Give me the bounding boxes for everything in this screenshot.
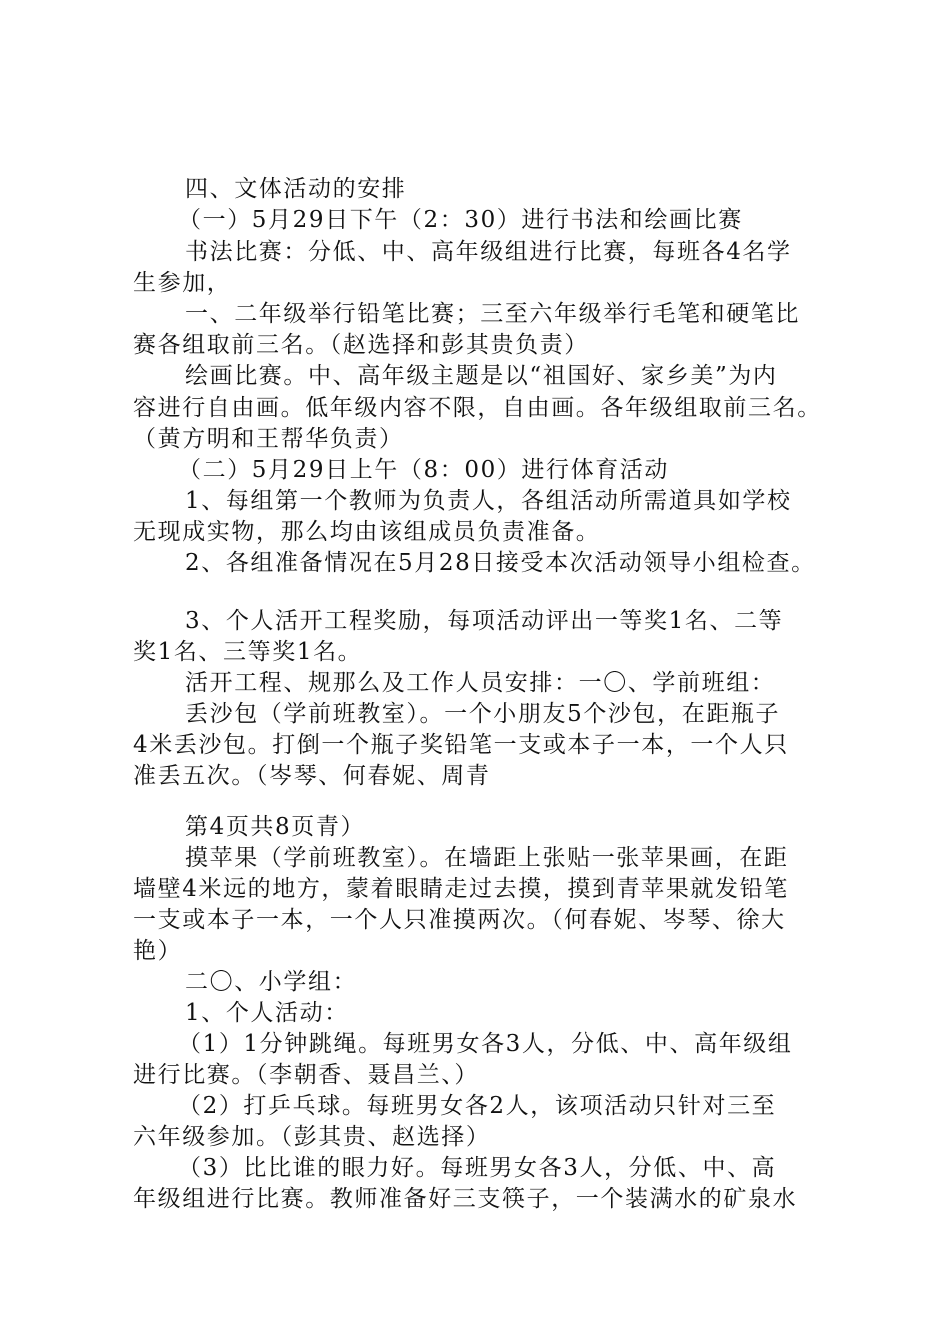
section-heading: 四、文体活动的安排 xyxy=(185,176,407,202)
paragraph-line: 一支或本子一本，一个人只准摸两次。（何春妮、岑琴、徐大 xyxy=(133,907,786,933)
paragraph-line: 2、各组准备情况在5月28日接受本次活动领导小组检查。 xyxy=(185,550,816,576)
paragraph-line: 1、每组第一个教师为负责人，各组活动所需道具如学校 xyxy=(185,488,792,514)
paragraph-line: 摸苹果（学前班教室）。在墙距上张贴一张苹果画，在距 xyxy=(185,845,789,871)
paragraph-line: 生参加， xyxy=(133,270,232,296)
paragraph-line: 六年级参加。（彭其贵、赵选择） xyxy=(133,1124,491,1150)
paragraph-line: 丢沙包（学前班教室）。一个小朋友5个沙包，在距瓶子 xyxy=(185,701,781,727)
group-heading: 二〇、小学组： xyxy=(185,969,358,995)
paragraph-line: 年级组进行比赛。教师准备好三支筷子，一个装满水的矿泉水 xyxy=(133,1186,798,1212)
paragraph-line: 3、个人活开工程奖励，每项活动评出一等奖1名、二等 xyxy=(185,608,784,634)
paragraph-line: 1、个人活动： xyxy=(185,1000,349,1026)
paragraph-line: 活开工程、规那么及工作人员安排：一〇、学前班组： xyxy=(185,670,776,696)
paragraph-line: 赛各组取前三名。（赵选择和彭其贵负责） xyxy=(133,332,589,358)
subsection-heading: （二）5月29日上午（8：00）进行体育活动 xyxy=(178,457,669,483)
paragraph-line: 墙壁4米远的地方，蒙着眼睛走过去摸，摸到青苹果就发铅笔 xyxy=(133,876,789,902)
paragraph-line: （1）1分钟跳绳。每班男女各3人，分低、中、高年级组 xyxy=(178,1031,793,1057)
paragraph-line: 书法比赛：分低、中、高年级组进行比赛，每班各4名学 xyxy=(185,239,792,265)
paragraph-line: 一、二年级举行铅笔比赛；三至六年级举行毛笔和硬笔比 xyxy=(185,301,800,327)
paragraph-line: 4米丢沙包。打倒一个瓶子奖铅笔一支或本子一本，一个人只 xyxy=(133,732,789,758)
paragraph-line: （黄方明和王帮华负责） xyxy=(133,426,404,452)
subsection-heading: （一）5月29日下午（2：30）进行书法和绘画比赛 xyxy=(178,207,743,233)
paragraph-line: 准丢五次。（岑琴、何春妮、周青 xyxy=(133,763,491,789)
page-indicator: 第4页共8页青） xyxy=(185,814,366,840)
paragraph-line: （2）打乒乓球。每班男女各2人，该项活动只针对三至 xyxy=(178,1093,777,1119)
paragraph-line: 进行比赛。（李朝香、聂昌兰、） xyxy=(133,1062,479,1088)
paragraph-line: 无现成实物，那么均由该组成员负责准备。 xyxy=(133,519,601,545)
paragraph-line: （3）比比谁的眼力好。每班男女各3人，分低、中、高 xyxy=(178,1155,777,1181)
paragraph-line: 奖1名、三等奖1名。 xyxy=(133,639,363,665)
paragraph-line: 绘画比赛。中、高年级主题是以“祖国好、家乡美”为内 xyxy=(185,363,778,389)
paragraph-line: 艳） xyxy=(133,938,183,964)
paragraph-line: 容进行自由画。低年级内容不限，自由画。各年级组取前三名。 xyxy=(133,395,822,421)
